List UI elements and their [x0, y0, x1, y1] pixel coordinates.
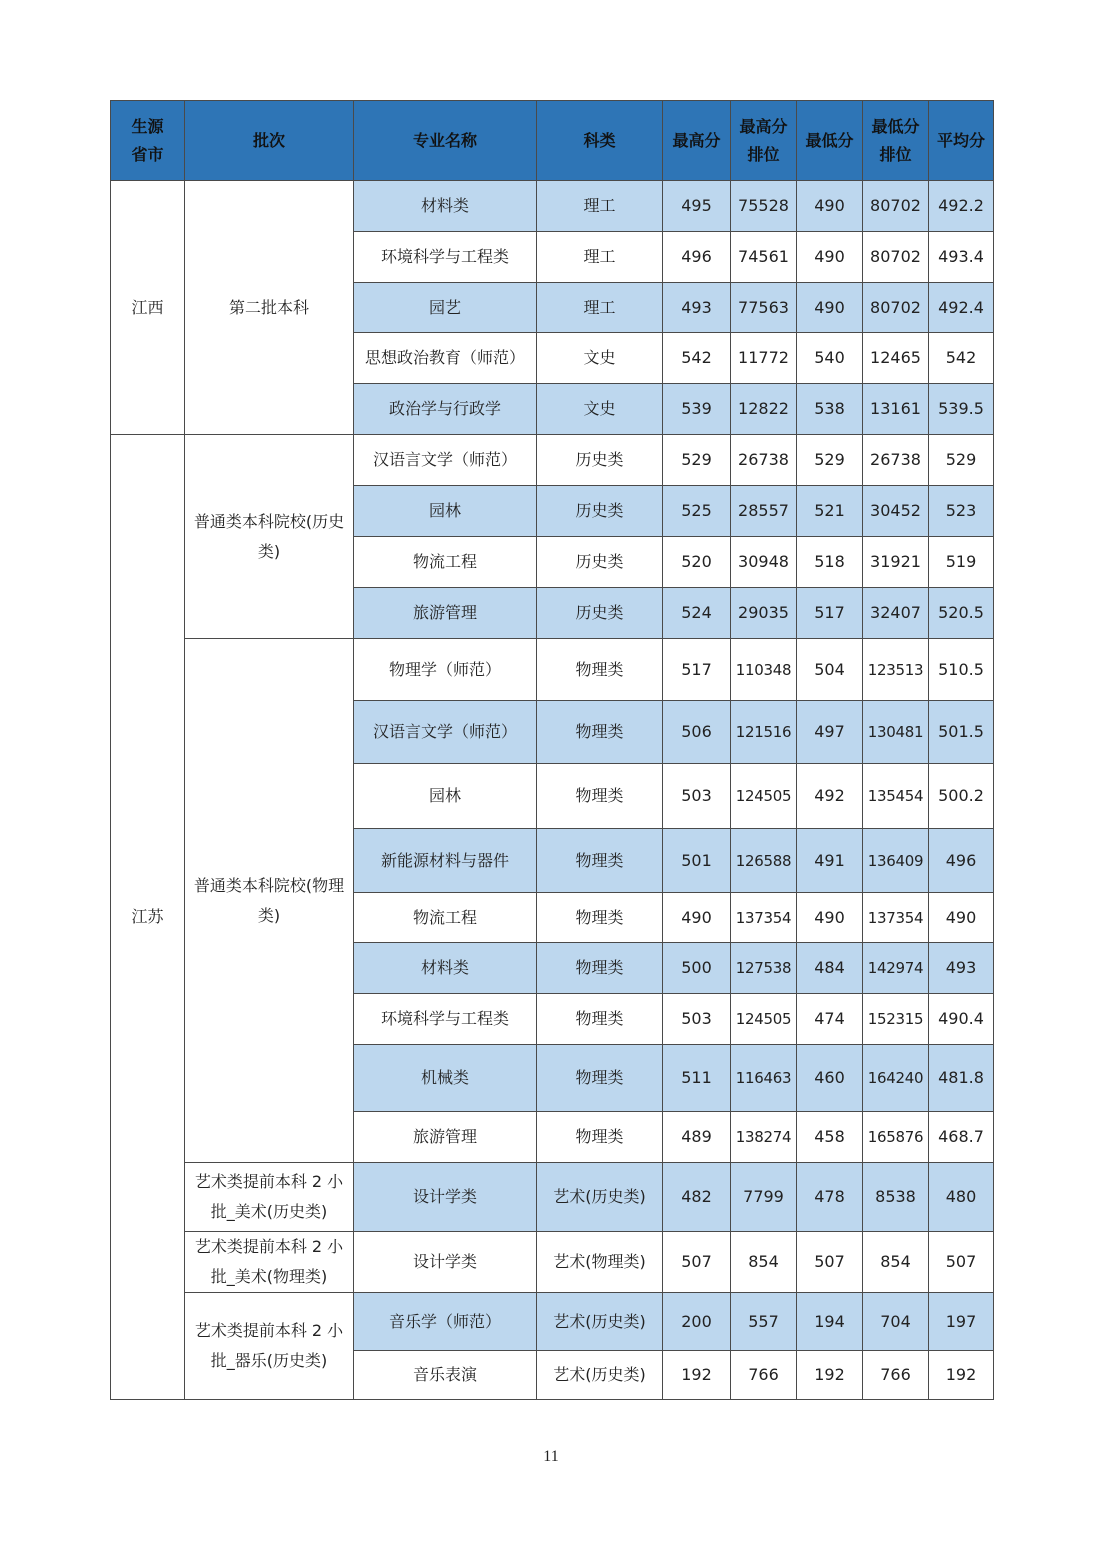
- major-cell: 音乐学（师范）: [354, 1293, 537, 1351]
- min-score-cell: 507: [797, 1232, 863, 1293]
- min-score-cell: 490: [797, 283, 863, 333]
- category-cell: 理工: [537, 181, 663, 232]
- min-score-cell: 518: [797, 537, 863, 588]
- min-rank-cell: 137354: [863, 893, 929, 943]
- min-score-cell: 460: [797, 1045, 863, 1112]
- min-rank-cell: 152315: [863, 994, 929, 1045]
- avg-score-cell: 510.5: [929, 639, 994, 701]
- max-rank-cell: 137354: [731, 893, 797, 943]
- min-rank-cell: 80702: [863, 181, 929, 232]
- major-cell: 物理学（师范）: [354, 639, 537, 701]
- category-cell: 艺术(历史类): [537, 1293, 663, 1351]
- category-cell: 理工: [537, 283, 663, 333]
- major-cell: 新能源材料与器件: [354, 829, 537, 893]
- major-cell: 思想政治教育（师范）: [354, 333, 537, 384]
- major-cell: 园林: [354, 764, 537, 829]
- min-rank-cell: 32407: [863, 588, 929, 639]
- avg-score-cell: 520.5: [929, 588, 994, 639]
- max-score-cell: 482: [663, 1163, 731, 1232]
- major-cell: 环境科学与工程类: [354, 232, 537, 283]
- category-cell: 理工: [537, 232, 663, 283]
- category-cell: 物理类: [537, 994, 663, 1045]
- avg-score-cell: 481.8: [929, 1045, 994, 1112]
- avg-score-cell: 493.4: [929, 232, 994, 283]
- table-row: [111, 1163, 994, 1232]
- max-rank-cell: 766: [731, 1351, 797, 1400]
- avg-score-cell: 501.5: [929, 701, 994, 764]
- min-score-cell: 529: [797, 435, 863, 486]
- category-cell: 文史: [537, 333, 663, 384]
- max-score-cell: 507: [663, 1232, 731, 1293]
- min-rank-cell: 142974: [863, 943, 929, 994]
- max-score-cell: 524: [663, 588, 731, 639]
- max-rank-cell: 30948: [731, 537, 797, 588]
- category-cell: 物理类: [537, 1045, 663, 1112]
- page-number: 11: [543, 1448, 559, 1465]
- category-cell: 物理类: [537, 701, 663, 764]
- header-max-rank: 最高分 排位: [731, 101, 797, 181]
- max-score-cell: 525: [663, 486, 731, 537]
- min-rank-cell: 135454: [863, 764, 929, 829]
- table-row: [111, 639, 994, 701]
- max-score-cell: 511: [663, 1045, 731, 1112]
- min-score-cell: 540: [797, 333, 863, 384]
- major-cell: 汉语言文学（师范）: [354, 701, 537, 764]
- header-avg-score: 平均分: [929, 101, 994, 181]
- min-rank-cell: 704: [863, 1293, 929, 1351]
- min-score-cell: 490: [797, 893, 863, 943]
- header-min-rank: 最低分 排位: [863, 101, 929, 181]
- category-cell: 历史类: [537, 588, 663, 639]
- category-cell: 历史类: [537, 486, 663, 537]
- max-rank-cell: 127538: [731, 943, 797, 994]
- province-cell: 江西: [111, 181, 185, 435]
- max-rank-cell: 854: [731, 1232, 797, 1293]
- min-rank-cell: 130481: [863, 701, 929, 764]
- min-score-cell: 458: [797, 1112, 863, 1163]
- max-score-cell: 517: [663, 639, 731, 701]
- max-rank-cell: 26738: [731, 435, 797, 486]
- min-rank-cell: 13161: [863, 384, 929, 435]
- avg-score-cell: 542: [929, 333, 994, 384]
- max-score-cell: 192: [663, 1351, 731, 1400]
- max-score-cell: 501: [663, 829, 731, 893]
- min-score-cell: 192: [797, 1351, 863, 1400]
- max-rank-cell: 75528: [731, 181, 797, 232]
- min-rank-cell: 854: [863, 1232, 929, 1293]
- max-score-cell: 493: [663, 283, 731, 333]
- batch-cell: 艺术类提前本科 2 小批_美术(历史类): [185, 1163, 354, 1232]
- major-cell: 旅游管理: [354, 1112, 537, 1163]
- avg-score-cell: 523: [929, 486, 994, 537]
- category-cell: 物理类: [537, 639, 663, 701]
- batch-cell: 艺术类提前本科 2 小批_美术(物理类): [185, 1232, 354, 1293]
- table-row: [111, 435, 994, 486]
- min-rank-cell: 80702: [863, 232, 929, 283]
- min-score-cell: 490: [797, 181, 863, 232]
- max-score-cell: 200: [663, 1293, 731, 1351]
- table-row: [111, 181, 994, 232]
- min-score-cell: 478: [797, 1163, 863, 1232]
- major-cell: 材料类: [354, 943, 537, 994]
- min-rank-cell: 12465: [863, 333, 929, 384]
- min-rank-cell: 31921: [863, 537, 929, 588]
- major-cell: 园林: [354, 486, 537, 537]
- category-cell: 物理类: [537, 943, 663, 994]
- max-score-cell: 503: [663, 994, 731, 1045]
- max-rank-cell: 126588: [731, 829, 797, 893]
- max-score-cell: 490: [663, 893, 731, 943]
- header-min-score: 最低分: [797, 101, 863, 181]
- major-cell: 设计学类: [354, 1232, 537, 1293]
- category-cell: 艺术(历史类): [537, 1163, 663, 1232]
- max-rank-cell: 11772: [731, 333, 797, 384]
- max-rank-cell: 12822: [731, 384, 797, 435]
- max-score-cell: 496: [663, 232, 731, 283]
- avg-score-cell: 519: [929, 537, 994, 588]
- max-rank-cell: 74561: [731, 232, 797, 283]
- batch-cell: 第二批本科: [185, 181, 354, 435]
- min-score-cell: 538: [797, 384, 863, 435]
- major-cell: 汉语言文学（师范）: [354, 435, 537, 486]
- max-score-cell: 529: [663, 435, 731, 486]
- min-score-cell: 517: [797, 588, 863, 639]
- major-cell: 园艺: [354, 283, 537, 333]
- min-rank-cell: 766: [863, 1351, 929, 1400]
- min-rank-cell: 136409: [863, 829, 929, 893]
- category-cell: 物理类: [537, 893, 663, 943]
- max-rank-cell: 29035: [731, 588, 797, 639]
- avg-score-cell: 529: [929, 435, 994, 486]
- header-major: 专业名称: [354, 101, 537, 181]
- min-rank-cell: 80702: [863, 283, 929, 333]
- avg-score-cell: 490: [929, 893, 994, 943]
- max-rank-cell: 121516: [731, 701, 797, 764]
- max-rank-cell: 116463: [731, 1045, 797, 1112]
- min-score-cell: 194: [797, 1293, 863, 1351]
- province-cell: 江苏: [111, 435, 185, 1400]
- header-category: 科类: [537, 101, 663, 181]
- table-row: [111, 1293, 994, 1351]
- avg-score-cell: 492.4: [929, 283, 994, 333]
- avg-score-cell: 493: [929, 943, 994, 994]
- category-cell: 文史: [537, 384, 663, 435]
- category-cell: 历史类: [537, 435, 663, 486]
- max-score-cell: 542: [663, 333, 731, 384]
- avg-score-cell: 468.7: [929, 1112, 994, 1163]
- category-cell: 艺术(历史类): [537, 1351, 663, 1400]
- min-score-cell: 492: [797, 764, 863, 829]
- max-score-cell: 500: [663, 943, 731, 994]
- min-score-cell: 521: [797, 486, 863, 537]
- max-score-cell: 495: [663, 181, 731, 232]
- header-province: 生源 省市: [111, 101, 185, 181]
- min-score-cell: 490: [797, 232, 863, 283]
- admission-scores-table: [110, 100, 994, 1400]
- major-cell: 音乐表演: [354, 1351, 537, 1400]
- min-rank-cell: 164240: [863, 1045, 929, 1112]
- max-rank-cell: 124505: [731, 994, 797, 1045]
- avg-score-cell: 197: [929, 1293, 994, 1351]
- max-score-cell: 503: [663, 764, 731, 829]
- min-score-cell: 497: [797, 701, 863, 764]
- category-cell: 物理类: [537, 829, 663, 893]
- max-rank-cell: 28557: [731, 486, 797, 537]
- category-cell: 艺术(物理类): [537, 1232, 663, 1293]
- max-score-cell: 539: [663, 384, 731, 435]
- batch-cell: 艺术类提前本科 2 小批_器乐(历史类): [185, 1293, 354, 1400]
- max-rank-cell: 124505: [731, 764, 797, 829]
- major-cell: 材料类: [354, 181, 537, 232]
- category-cell: 物理类: [537, 1112, 663, 1163]
- max-score-cell: 489: [663, 1112, 731, 1163]
- avg-score-cell: 192: [929, 1351, 994, 1400]
- batch-cell: 普通类本科院校(物理类): [185, 639, 354, 1163]
- table-row: [111, 1232, 994, 1293]
- min-rank-cell: 30452: [863, 486, 929, 537]
- major-cell: 环境科学与工程类: [354, 994, 537, 1045]
- max-rank-cell: 7799: [731, 1163, 797, 1232]
- max-score-cell: 520: [663, 537, 731, 588]
- avg-score-cell: 500.2: [929, 764, 994, 829]
- min-rank-cell: 8538: [863, 1163, 929, 1232]
- min-score-cell: 504: [797, 639, 863, 701]
- header-batch: 批次: [185, 101, 354, 181]
- max-rank-cell: 138274: [731, 1112, 797, 1163]
- avg-score-cell: 490.4: [929, 994, 994, 1045]
- avg-score-cell: 492.2: [929, 181, 994, 232]
- avg-score-cell: 539.5: [929, 384, 994, 435]
- avg-score-cell: 507: [929, 1232, 994, 1293]
- major-cell: 政治学与行政学: [354, 384, 537, 435]
- min-score-cell: 484: [797, 943, 863, 994]
- major-cell: 机械类: [354, 1045, 537, 1112]
- avg-score-cell: 496: [929, 829, 994, 893]
- max-rank-cell: 110348: [731, 639, 797, 701]
- header-row: [111, 101, 994, 181]
- min-score-cell: 474: [797, 994, 863, 1045]
- min-rank-cell: 123513: [863, 639, 929, 701]
- avg-score-cell: 480: [929, 1163, 994, 1232]
- major-cell: 设计学类: [354, 1163, 537, 1232]
- major-cell: 旅游管理: [354, 588, 537, 639]
- category-cell: 历史类: [537, 537, 663, 588]
- min-rank-cell: 165876: [863, 1112, 929, 1163]
- major-cell: 物流工程: [354, 537, 537, 588]
- header-max-score: 最高分: [663, 101, 731, 181]
- major-cell: 物流工程: [354, 893, 537, 943]
- batch-cell: 普通类本科院校(历史类): [185, 435, 354, 639]
- max-score-cell: 506: [663, 701, 731, 764]
- max-rank-cell: 77563: [731, 283, 797, 333]
- min-rank-cell: 26738: [863, 435, 929, 486]
- min-score-cell: 491: [797, 829, 863, 893]
- category-cell: 物理类: [537, 764, 663, 829]
- max-rank-cell: 557: [731, 1293, 797, 1351]
